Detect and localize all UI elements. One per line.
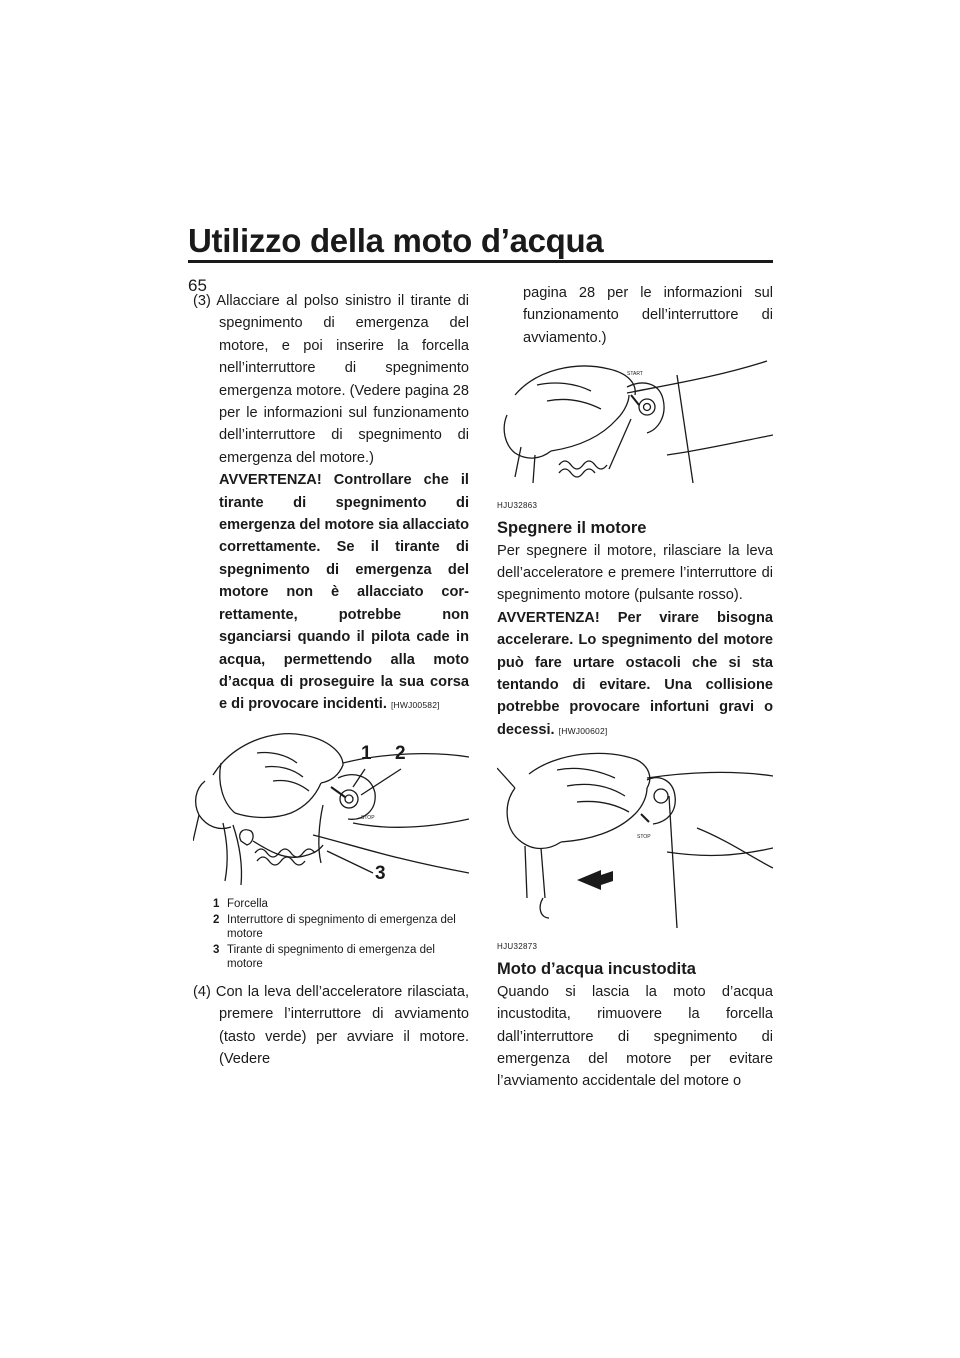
callout-2: 2 <box>395 742 406 764</box>
left-column <box>193 290 469 1070</box>
section-code: HJU32863 <box>497 501 538 511</box>
section-text: Quando si lascia la moto d’acqua incustodita, rimuovere la forcella dall’interruttore di spegnimento di emergenza del motore per evitare l’avviamento accidentale del motore o <box>497 983 773 1090</box>
section-title-unattended: Moto d’acqua incustodita <box>497 959 696 978</box>
stop-button-illustration <box>497 748 773 928</box>
wrist-lanyard-illustration <box>193 723 469 891</box>
step-3-text: (3) Allacciare al polso sinistro il tirante di spegnimento di emergenza del motore, e poi inserire la forcella nell’interruttore di spegnimento emergenza motore. (Vedere pagina 28 per le informazioni sul funzionamento dell’interruttore di spegnimento di emergenza del motore.) <box>193 293 469 466</box>
legend-item <box>213 913 469 941</box>
start-button-illustration <box>497 355 773 487</box>
warning-code: [HWJ00602] <box>558 725 608 736</box>
stop-label: STOP <box>637 834 651 841</box>
callout-1: 1 <box>361 742 372 764</box>
stop-engine-text: Per spegnere il motore, rilasciare la leva dell’acceleratore e premere l’interruttore di spegnimento motore (pulsante rosso). <box>497 542 773 604</box>
section-title-stop-engine: Spegnere il motore <box>497 518 647 537</box>
section-code: HJU32873 <box>497 942 538 952</box>
stop-engine-warning-text: AVVERTENZA! Per virare bisogna accelerare. Lo spegnimento del motore può fare urtare ostacoli che si sta tentando di evitare. Una collisione potrebbe provocare infortuni gravi o decessi. <box>497 609 773 738</box>
legend-text: Tirante di spegnimento di emergenza del motore <box>227 943 435 970</box>
start-label: START <box>627 371 643 378</box>
step-3-warning-text: AVVERTENZA! Controllare che il tirante di spegnimento di emergenza del motore sia allacciato correttamente. Se il tirante di spegnimento di emergenza del motore non è allacciato correttamente, potrebbe non sganciarsi quando il pilota cade in acqua, permettendo alla moto d’acqua di proseguire la sua corsa e di provocare incidenti. <box>219 472 469 713</box>
stop-label: STOP <box>361 814 375 821</box>
step-4: (4) Con la leva dell’acceleratore rilasciata, premere l’interruttore di avviamento (tasto verde) per avviare il motore. (Vedere <box>193 983 469 1067</box>
page-title: Utilizzo della moto d’acqua <box>188 222 604 259</box>
callout-3: 3 <box>375 862 386 884</box>
section-text <box>497 540 773 743</box>
right-column <box>497 282 773 1093</box>
legend-item <box>213 943 469 971</box>
header-rule <box>188 260 773 263</box>
legend-item <box>213 897 469 911</box>
legend-number: 1 <box>213 897 220 910</box>
legend-number: 2 <box>213 913 220 926</box>
step-3-warning <box>219 469 469 716</box>
page-number: 65 <box>188 276 207 295</box>
legend-number: 3 <box>213 943 220 956</box>
legend-text: Interruttore di spegnimento di emergenza del motore <box>227 913 456 940</box>
stop-engine-warning <box>497 607 773 742</box>
step-4-continued: pagina 28 per le informazioni sul funzionamento dell’interruttore di avviamento.) <box>523 285 773 346</box>
warning-code: [HWJ00582] <box>390 700 440 711</box>
figure-legend <box>213 897 469 971</box>
legend-text: Forcella <box>227 897 268 910</box>
step-3 <box>193 290 469 717</box>
